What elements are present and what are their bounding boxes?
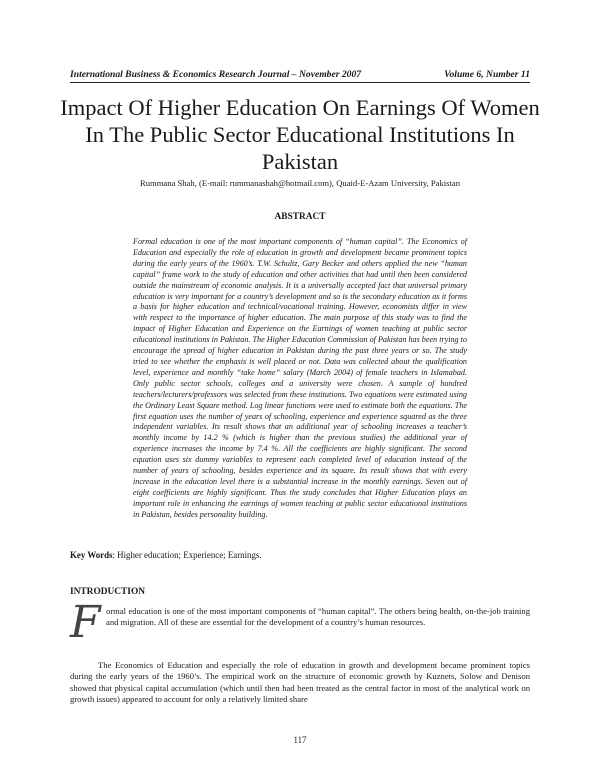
keywords-label: Key Words [70, 550, 113, 560]
abstract-text: Formal education is one of the most important components of “human capital”. The Economics of Education and especially the role of education in growth and development became prominent topics during the early years of the 1960’s. T.W. Schultz, Gary Becker and others applied the new “human capital” frame work to the study of education and other activities that had until then been considered outside the mainstream of economic analysis. It is a universally accepted fact that universal primary education is very important for a country’s development and so is the secondary education as it forms a basis for higher education and technical/vocational training. However, economists differ in view with respect to the importance of higher education. The main purpose of this study was to find the impact of Higher Education and Experience on the Earnings of women teaching at public sector educational institutions in Pakistan. The Higher Education Commission of Pakistan has been trying to encourage the spread of higher education in Pakistan during the past three years or so. The study tried to see whether the emphasis is well placed or not. Data was collected about the qualification level, experience and monthly “take home” salary (March 2004) of female teachers in Islamabad. Only public sector schools, colleges and a university were chosen. A sample of hundred teachers/lecturers/professors was selected from these institutions. Two equations were estimated using the Ordinary Least Square method. Log linear functions were used to estimate both the equations. The first equation uses the number of years of schooling, experience and experience squared as the three independent variables. Its result shows that an additional year of schooling increases a teacher’s monthly income by 14.2 % (which is higher than the previous studies) the additional year of experience increases the income by 7.4 %. All the coefficients are highly significant. The second equation uses six dummy variables to represent each completed level of education instead of the number of years of schooling, besides experience and its square. Its result shows that with every increase in the education level there is a substantial increase in the monthly earnings. Seven out of eight coefficients are highly significant. Thus the study concludes that Higher Education plays an important role in enhancing the earnings of women teaching at public sector educational institutions in Pakistan, besides personality building. [133, 237, 467, 519]
introduction-heading: INTRODUCTION [70, 587, 146, 597]
keywords-text: : Higher education; Experience; Earnings. [112, 550, 262, 560]
running-header [70, 69, 530, 81]
header-rule [70, 82, 530, 83]
drop-cap: F [70, 597, 101, 648]
author-line: Rummana Shah, (E-mail: rummanashah@hotmail.com), Quaid-E-Azam University, Pakistan [140, 178, 460, 188]
abstract-heading: ABSTRACT [274, 212, 326, 222]
keywords-line [70, 550, 530, 561]
volume-number: Volume 6, Number 11 [444, 69, 530, 80]
paper-title: Impact Of Higher Education On Earnings Of Women In The Public Sector Educational Institutions In Pakistan [60, 95, 540, 174]
journal-name: International Business & Economics Research Journal – November 2007 [70, 69, 362, 80]
introduction-paragraph-2: The Economics of Education and especially the role of education in growth and development became prominent topics during the early years of the 1960’s. The empirical work on the structure of economic growth by Kuznets, Solow and Denison showed that physical capital accumulation (which until then had been treated as the central factor in most of the analytical work on growth issues) appeared to account for only a relatively limited share [70, 660, 530, 705]
introduction-paragraph-1: ormal education is one of the most important components of “human capital”. The others being health, on-the-job training and migration. All of these are essential for the development of a country’s human resources. [106, 606, 530, 628]
page-number: 117 [293, 735, 307, 745]
